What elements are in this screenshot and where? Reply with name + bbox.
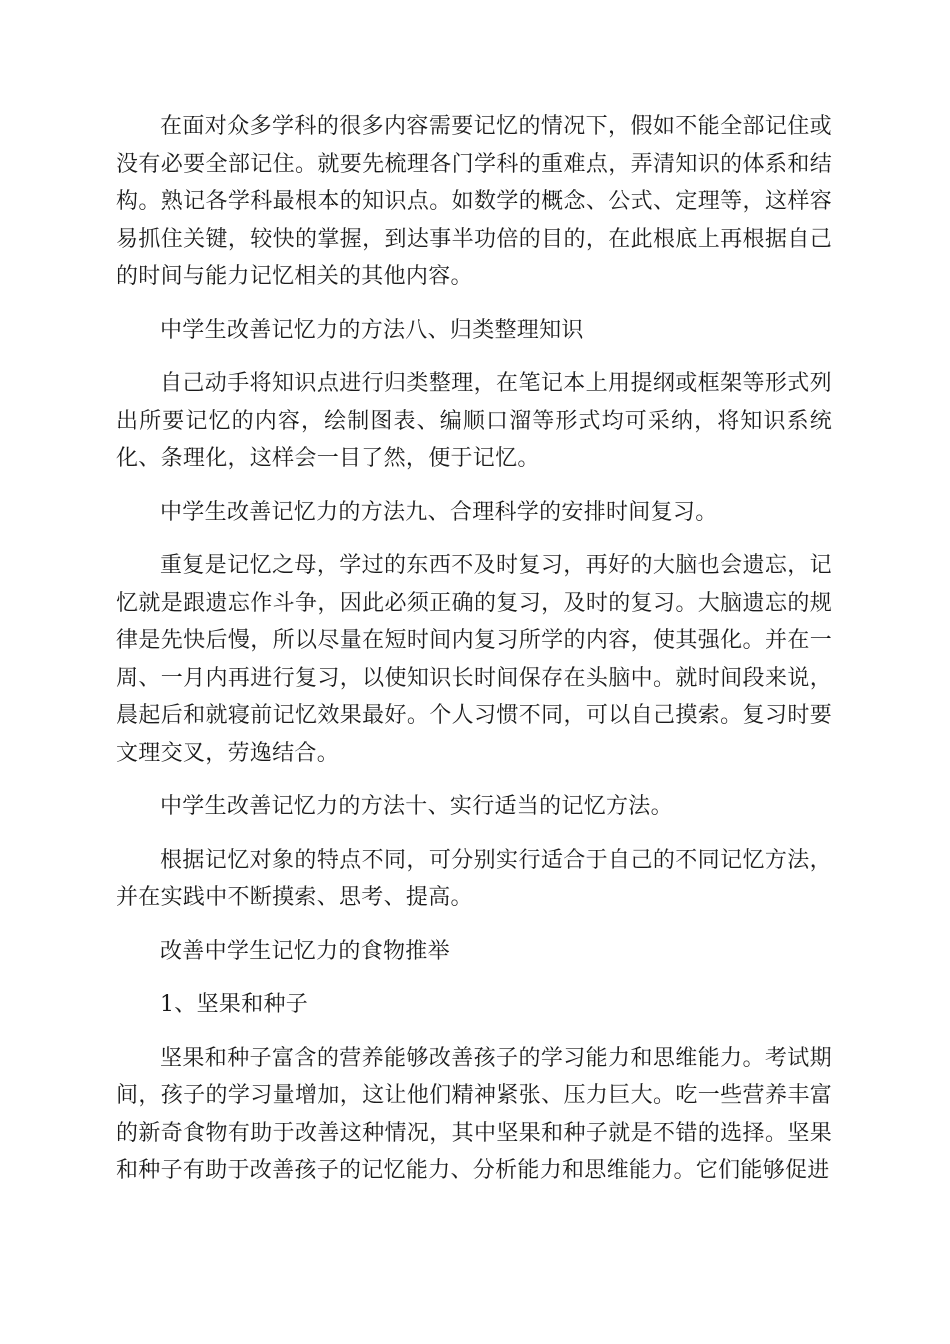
section-heading-food: 改善中学生记忆力的食物推举 — [160, 938, 450, 964]
section-heading-method-9: 中学生改善记忆力的方法九、合理科学的安排时间复习。 — [160, 499, 718, 525]
subheading-nuts-seeds: 1、坚果和种子 — [160, 992, 309, 1017]
body-paragraph: 根据记忆对象的特点不同，可分别实行适合于自己的不同记忆方法，并在实践中不断摸索、思考、提高。 — [116, 847, 832, 910]
body-paragraph: 坚果和种子富含的营养能够改善孩子的学习能力和思维能力。考试期间，孩子的学习量增加，这让他们精神紧张、压力巨大。吃一些营养丰富的新奇食物有助于改善这种情况，其中坚果和种子就是不错的选择。坚果和种子有助于改善孩子的记忆能力、分析能力和思维能力。它们能够促进 — [116, 1045, 832, 1183]
body-paragraph: 自己动手将知识点进行归类整理，在笔记本上用提纲或框架等形式列出所要记忆的内容，绘制图表、编顺口溜等形式均可采纳，将知识系统化、条理化，这样会一目了然，便于记忆。 — [116, 371, 832, 471]
section-heading-method-8: 中学生改善记忆力的方法八、归类整理知识 — [160, 317, 584, 343]
body-paragraph: 重复是记忆之母，学过的东西不及时复习，再好的大脑也会遗忘，记忆就是跟遗忘作斗争，因此必须正确的复习，及时的复习。大脑遗忘的规律是先快后慢，所以尽量在短时间内复习所学的内容，使其强化。并在一周、一月内再进行复习，以使知识长时间保存在头脑中。就时间段来说，晨起后和就寝前记忆效果最好。个人习惯不同，可以自己摸索。复习时要文理交叉，劳逸结合。 — [116, 553, 832, 766]
body-paragraph: 在面对众多学科的很多内容需要记忆的情况下，假如不能全部记住或没有必要全部记住。就要先梳理各门学科的重难点，弄清知识的体系和结构。熟记各学科最根本的知识点。如数学的概念、公式、定理等，这样容易抓住关键，较快的掌握，到达事半功倍的目的，在此根底上再根据自己的时间与能力记忆相关的其他内容。 — [116, 114, 832, 289]
section-heading-method-10: 中学生改善记忆力的方法十、实行适当的记忆方法。 — [160, 794, 673, 819]
document-body — [116, 108, 832, 1206]
